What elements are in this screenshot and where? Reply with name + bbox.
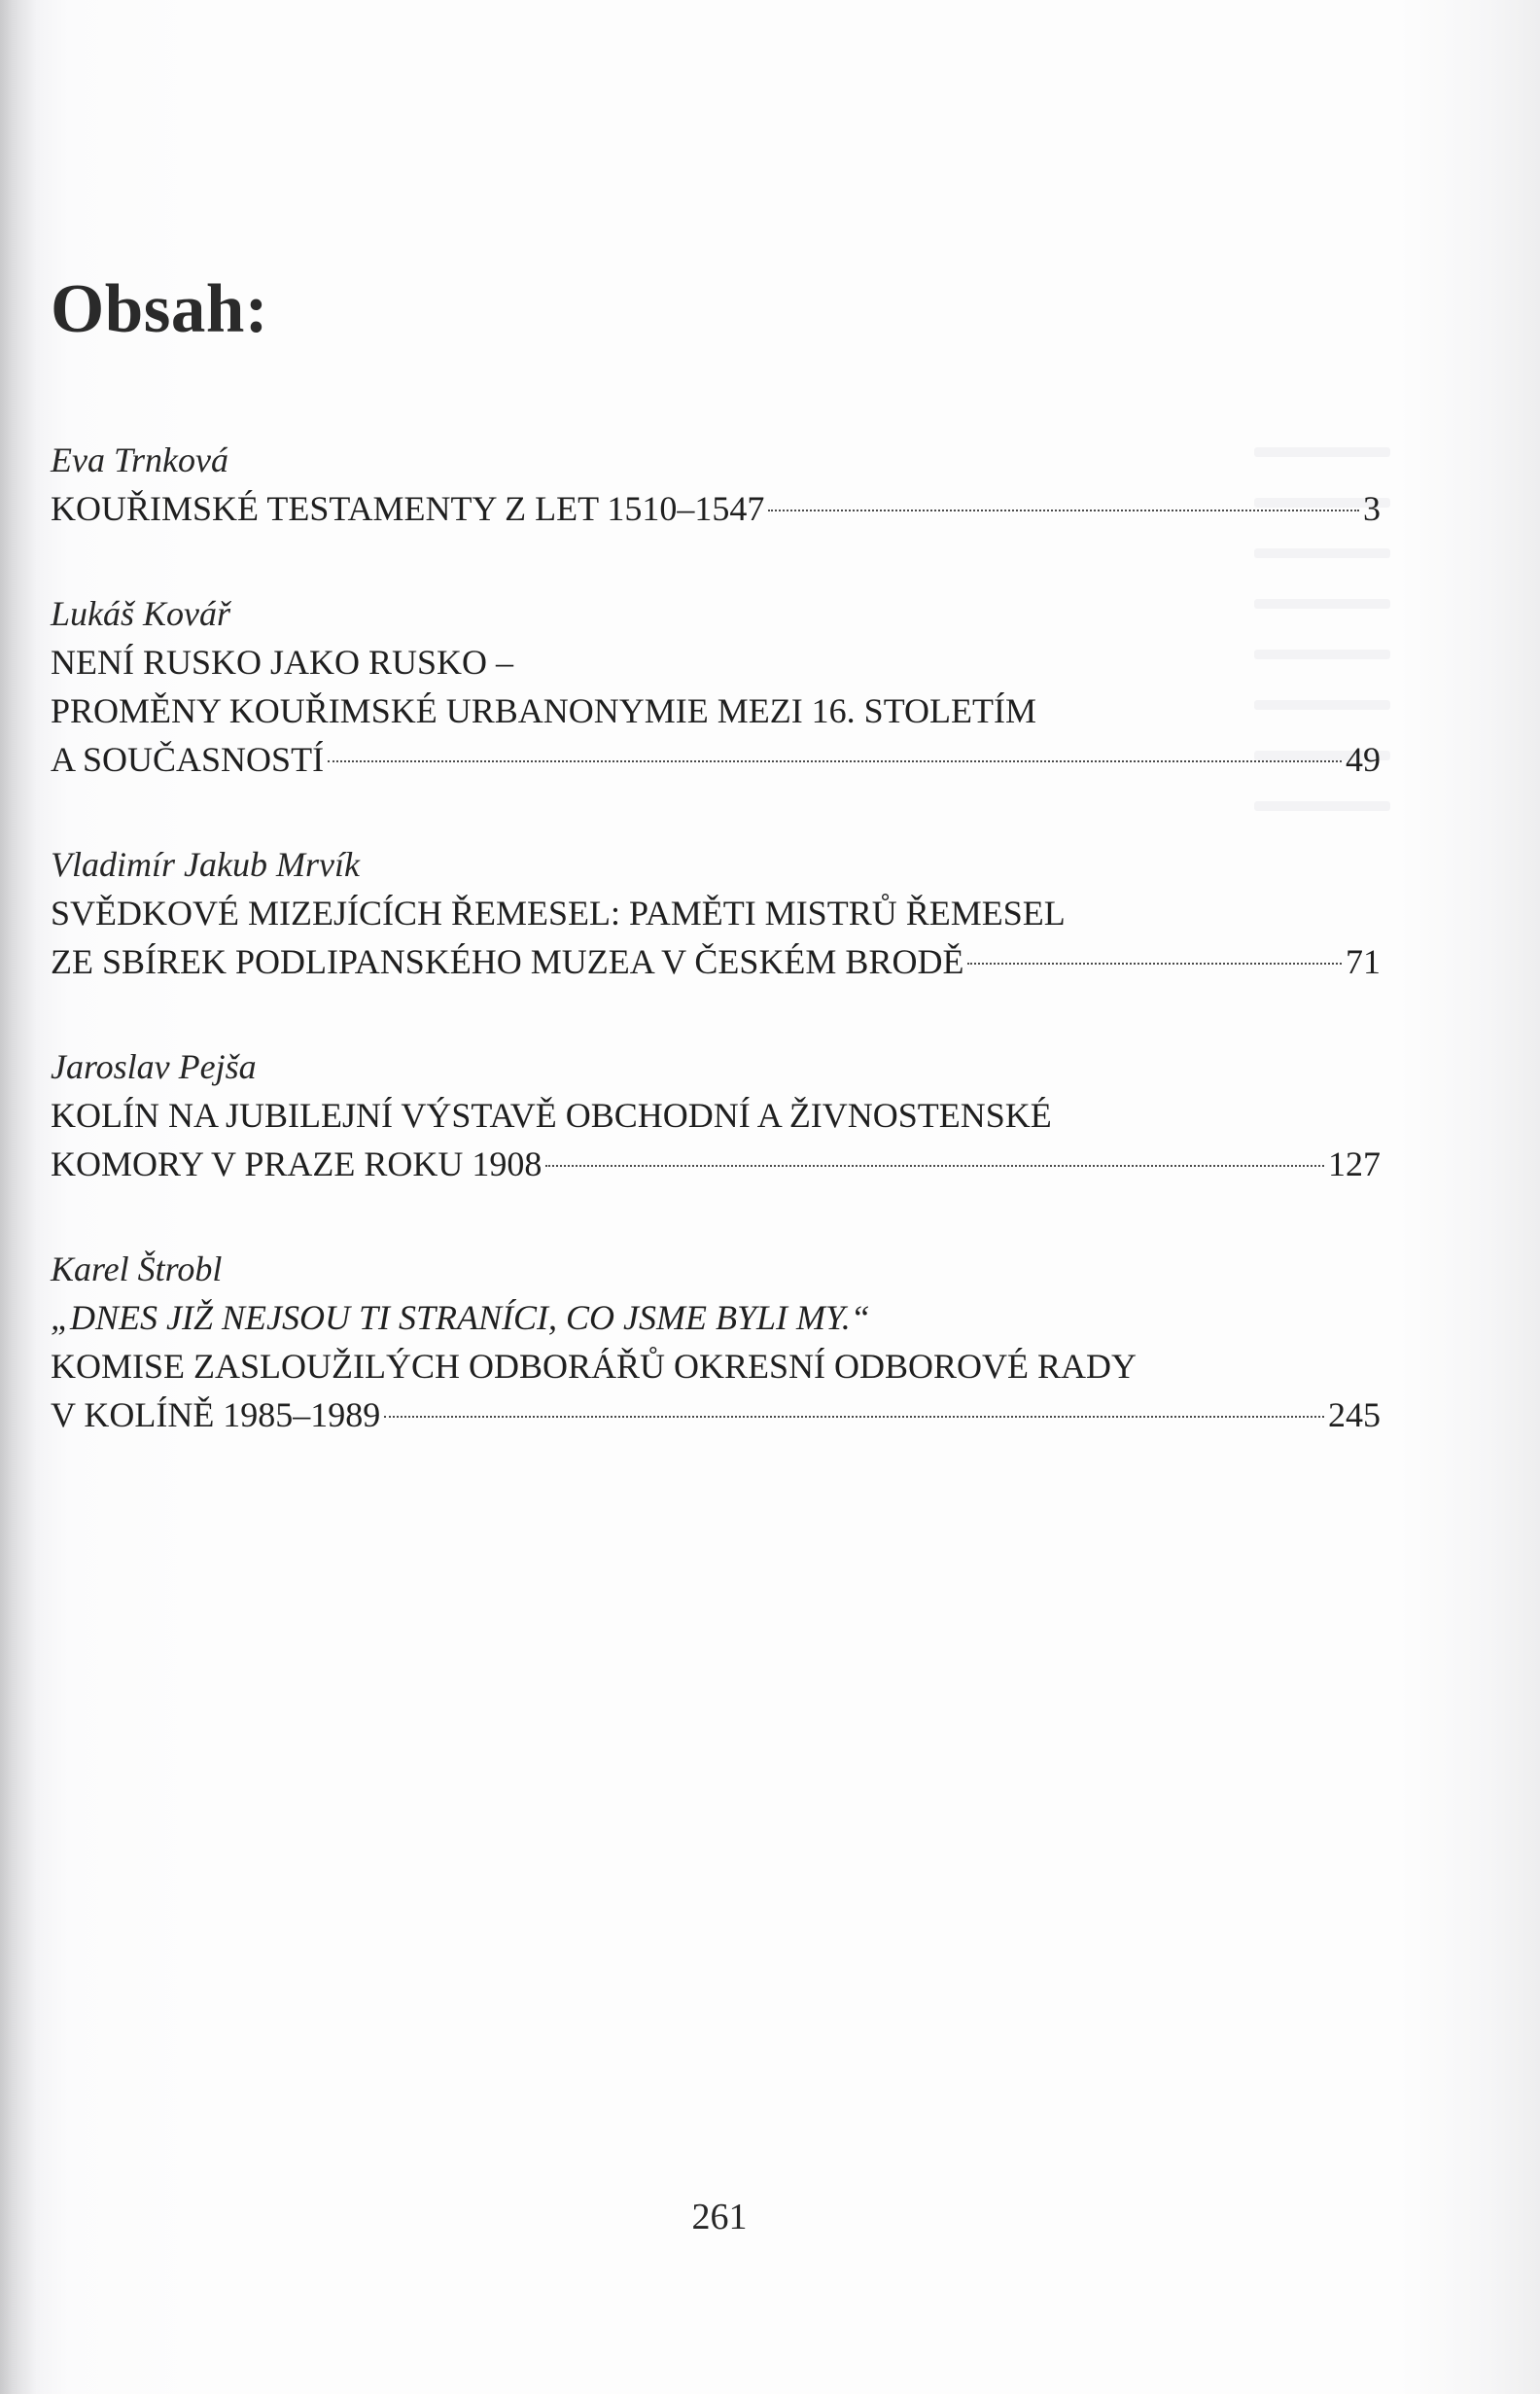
entry-title-text: KOMORY V PRAZE ROKU 1908 xyxy=(51,1144,542,1183)
entry-title-text: KOUŘIMSKÉ TESTAMENTY Z LET 1510–1547 xyxy=(51,489,765,528)
table-of-contents xyxy=(51,436,1381,1496)
entry-page-number: 127 xyxy=(1328,1144,1381,1183)
entry-author: Karel Štrobl xyxy=(51,1250,223,1288)
page-number: 261 xyxy=(691,2197,748,2237)
entry-title-line xyxy=(51,735,1381,784)
toc-entry xyxy=(51,589,1381,784)
entry-title-line xyxy=(51,937,1381,986)
entry-title-line: KOMISE ZASLOUŽILÝCH ODBORÁŘŮ OKRESNÍ ODBOROVÉ RADY xyxy=(51,1347,1138,1386)
entry-title-line: PROMĚNY KOUŘIMSKÉ URBANONYMIE MEZI 16. STOLETÍM xyxy=(51,691,1037,730)
dot-leader xyxy=(545,1165,1324,1167)
entry-title-line: SVĚDKOVÉ MIZEJÍCÍCH ŘEMESEL: PAMĚTI MISTRŮ ŘEMESEL xyxy=(51,894,1066,933)
dot-leader xyxy=(967,963,1342,965)
entry-page-number: 71 xyxy=(1346,942,1381,981)
toc-entry xyxy=(51,1042,1381,1188)
entry-page-number: 3 xyxy=(1363,489,1381,528)
entry-title-line xyxy=(51,484,1381,533)
entry-page-number: 49 xyxy=(1346,740,1381,779)
entry-title-text: ZE SBÍREK PODLIPANSKÉHO MUZEA V ČESKÉM BRODĚ xyxy=(51,942,964,981)
entry-title-text: A SOUČASNOSTÍ xyxy=(51,740,325,779)
entry-title-line: NENÍ RUSKO JAKO RUSKO – xyxy=(51,643,514,682)
entry-page-number: 245 xyxy=(1328,1395,1381,1434)
toc-entry xyxy=(51,840,1381,986)
entry-title-text: V KOLÍNĚ 1985–1989 xyxy=(51,1395,381,1434)
entry-title-line: KOLÍN NA JUBILEJNÍ VÝSTAVĚ OBCHODNÍ A ŽIVNOSTENSKÉ xyxy=(51,1096,1052,1135)
entry-author: Jaroslav Pejša xyxy=(51,1047,257,1086)
entry-author: Vladimír Jakub Mrvík xyxy=(51,845,360,884)
entry-author: Lukáš Kovář xyxy=(51,594,231,633)
toc-title: Obsah: xyxy=(51,271,268,347)
entry-title-line xyxy=(51,1140,1381,1188)
entry-title-line xyxy=(51,1391,1381,1439)
toc-entry xyxy=(51,1245,1381,1439)
entry-quote-line: „DNES JIŽ NEJSOU TI STRANÍCI, CO JSME BYLI MY.“ xyxy=(51,1298,870,1337)
dot-leader xyxy=(328,760,1342,762)
dot-leader xyxy=(768,510,1359,511)
entry-author: Eva Trnková xyxy=(51,440,228,479)
toc-entry xyxy=(51,436,1381,533)
dot-leader xyxy=(384,1416,1324,1418)
